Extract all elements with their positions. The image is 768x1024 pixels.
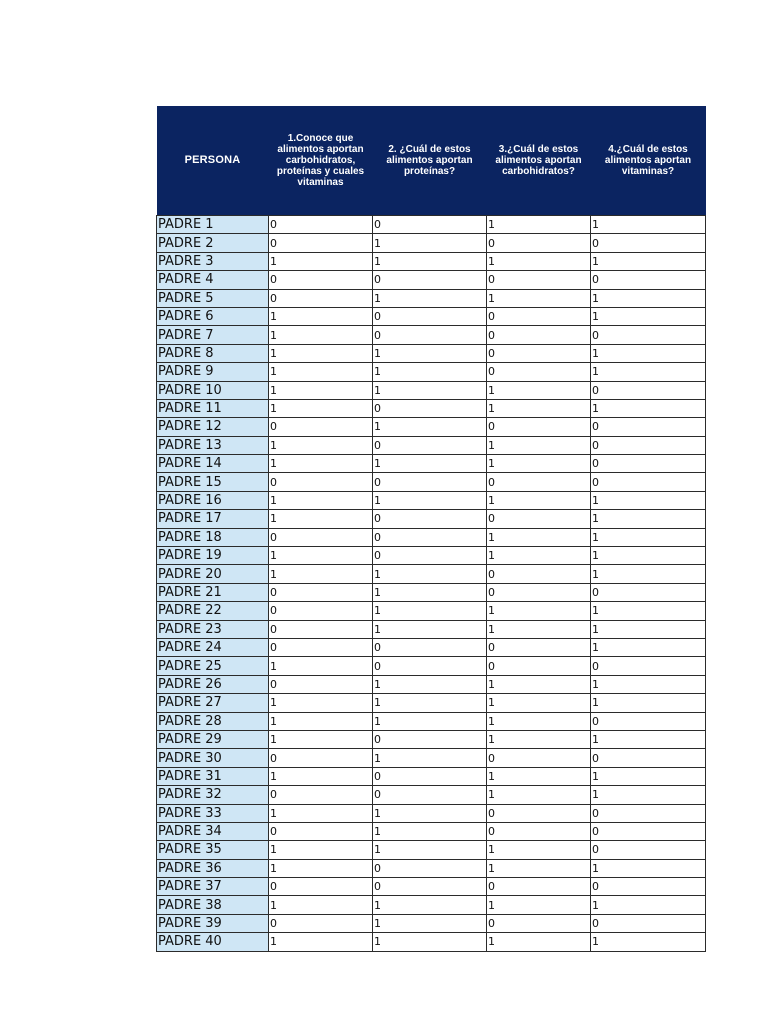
header-persona: PERSONA (157, 106, 269, 216)
table-row (157, 234, 706, 252)
table-row (157, 749, 706, 767)
row-label-cell[interactable]: PADRE 39 (157, 914, 269, 932)
table-row (157, 363, 706, 381)
answer-cell-q2[interactable]: 1 (373, 234, 487, 252)
row-label-cell[interactable]: PADRE 23 (157, 620, 269, 638)
answer-cell-q1[interactable]: 0 (269, 216, 373, 234)
answer-cell-q4[interactable]: 1 (591, 510, 706, 528)
answer-cell-q3[interactable]: 0 (487, 565, 591, 583)
answer-cell-q1[interactable]: 0 (269, 749, 373, 767)
row-label-cell[interactable]: PADRE 29 (157, 730, 269, 748)
answer-cell-q3[interactable]: 1 (487, 694, 591, 712)
table-row (157, 933, 706, 951)
answer-cell-q1[interactable]: 0 (269, 528, 373, 546)
row-label-cell[interactable]: PADRE 12 (157, 418, 269, 436)
table-row (157, 712, 706, 730)
header-question-1: 1.Conoce que alimentos aportan carbohidratos, proteínas y cuales vitaminas (269, 106, 373, 216)
answer-cell-q3[interactable]: 0 (487, 804, 591, 822)
answer-cell-q1[interactable]: 0 (269, 473, 373, 491)
answer-cell-q1[interactable]: 1 (269, 694, 373, 712)
table-row (157, 455, 706, 473)
answer-cell-q4[interactable]: 0 (591, 473, 706, 491)
answer-cell-q2[interactable]: 0 (373, 786, 487, 804)
answer-cell-q4[interactable]: 0 (591, 418, 706, 436)
row-label-cell[interactable]: PADRE 32 (157, 786, 269, 804)
answer-cell-q3[interactable]: 1 (487, 216, 591, 234)
answer-cell-q4[interactable]: 0 (591, 436, 706, 454)
answer-cell-q1[interactable]: 1 (269, 510, 373, 528)
table-row (157, 381, 706, 399)
row-label-cell[interactable]: PADRE 13 (157, 436, 269, 454)
answer-cell-q4[interactable]: 0 (591, 234, 706, 252)
table-row (157, 326, 706, 344)
answer-cell-q3[interactable]: 1 (487, 712, 591, 730)
answer-cell-q4[interactable]: 1 (591, 399, 706, 417)
table-row (157, 804, 706, 822)
answer-cell-q1[interactable]: 1 (269, 841, 373, 859)
table-row (157, 878, 706, 896)
answer-cell-q3[interactable]: 1 (487, 381, 591, 399)
answer-cell-q1[interactable]: 0 (269, 289, 373, 307)
answer-cell-q1[interactable]: 1 (269, 381, 373, 399)
answer-cell-q3[interactable]: 1 (487, 675, 591, 693)
row-label-cell[interactable]: PADRE 37 (157, 878, 269, 896)
answer-cell-q1[interactable]: 1 (269, 565, 373, 583)
answer-cell-q3[interactable]: 0 (487, 234, 591, 252)
answer-cell-q2[interactable]: 1 (373, 289, 487, 307)
answer-cell-q2[interactable]: 0 (373, 657, 487, 675)
answer-cell-q4[interactable]: 0 (591, 583, 706, 601)
row-label-cell[interactable]: PADRE 4 (157, 271, 269, 289)
answer-cell-q3[interactable]: 0 (487, 326, 591, 344)
answer-cell-q3[interactable]: 1 (487, 602, 591, 620)
answer-cell-q2[interactable]: 1 (373, 252, 487, 270)
answer-cell-q1[interactable]: 1 (269, 307, 373, 325)
table-row (157, 694, 706, 712)
answer-cell-q1[interactable]: 1 (269, 455, 373, 473)
row-label-cell[interactable]: PADRE 38 (157, 896, 269, 914)
answer-cell-q1[interactable]: 0 (269, 822, 373, 840)
table-row (157, 307, 706, 325)
answer-cell-q3[interactable]: 0 (487, 307, 591, 325)
table-row (157, 675, 706, 693)
answer-cell-q1[interactable]: 0 (269, 583, 373, 601)
table-row (157, 271, 706, 289)
answer-cell-q3[interactable]: 0 (487, 914, 591, 932)
answer-cell-q3[interactable]: 1 (487, 786, 591, 804)
answer-cell-q2[interactable]: 1 (373, 418, 487, 436)
answer-cell-q4[interactable]: 1 (591, 767, 706, 785)
answer-cell-q3[interactable]: 1 (487, 491, 591, 509)
answer-cell-q4[interactable]: 0 (591, 749, 706, 767)
answer-cell-q3[interactable]: 0 (487, 878, 591, 896)
table-row (157, 730, 706, 748)
row-label-cell[interactable]: PADRE 33 (157, 804, 269, 822)
answer-cell-q2[interactable]: 1 (373, 841, 487, 859)
row-label-cell[interactable]: PADRE 19 (157, 547, 269, 565)
row-label-cell[interactable]: PADRE 16 (157, 491, 269, 509)
answer-cell-q3[interactable]: 1 (487, 620, 591, 638)
answer-cell-q2[interactable]: 0 (373, 528, 487, 546)
answer-cell-q2[interactable]: 0 (373, 878, 487, 896)
row-label-cell[interactable]: PADRE 3 (157, 252, 269, 270)
answer-cell-q4[interactable]: 0 (591, 804, 706, 822)
answer-cell-q3[interactable]: 1 (487, 730, 591, 748)
answer-cell-q4[interactable]: 0 (591, 822, 706, 840)
answer-cell-q1[interactable]: 0 (269, 675, 373, 693)
answer-cell-q2[interactable]: 0 (373, 859, 487, 877)
answer-cell-q2[interactable]: 0 (373, 216, 487, 234)
table-row (157, 418, 706, 436)
table-row (157, 344, 706, 362)
answer-cell-q2[interactable]: 1 (373, 344, 487, 362)
answer-cell-q1[interactable]: 0 (269, 234, 373, 252)
answer-cell-q1[interactable]: 1 (269, 436, 373, 454)
answer-cell-q4[interactable]: 1 (591, 694, 706, 712)
row-label-cell[interactable]: PADRE 36 (157, 859, 269, 877)
table-row (157, 638, 706, 656)
answer-cell-q2[interactable]: 1 (373, 914, 487, 932)
survey-sheet (156, 106, 705, 952)
row-label-cell[interactable]: PADRE 40 (157, 933, 269, 951)
answer-cell-q2[interactable]: 1 (373, 620, 487, 638)
row-label-cell[interactable]: PADRE 21 (157, 583, 269, 601)
answer-cell-q4[interactable]: 1 (591, 620, 706, 638)
answer-cell-q1[interactable]: 1 (269, 730, 373, 748)
answer-cell-q1[interactable]: 0 (269, 786, 373, 804)
row-label-cell[interactable]: PADRE 1 (157, 216, 269, 234)
answer-cell-q4[interactable]: 1 (591, 786, 706, 804)
header-question-4: 4.¿Cuál de estos alimentos aportan vitaminas? (591, 106, 706, 216)
answer-cell-q1[interactable]: 0 (269, 638, 373, 656)
table-row (157, 822, 706, 840)
table-row (157, 491, 706, 509)
answer-cell-q4[interactable]: 0 (591, 455, 706, 473)
answer-cell-q4[interactable]: 0 (591, 271, 706, 289)
table-row (157, 436, 706, 454)
table-row (157, 252, 706, 270)
answer-cell-q3[interactable]: 0 (487, 344, 591, 362)
answer-cell-q2[interactable]: 0 (373, 326, 487, 344)
table-row (157, 896, 706, 914)
answer-cell-q1[interactable]: 1 (269, 933, 373, 951)
answer-cell-q2[interactable]: 1 (373, 822, 487, 840)
answer-cell-q2[interactable]: 0 (373, 767, 487, 785)
row-label-cell[interactable]: PADRE 25 (157, 657, 269, 675)
answer-cell-q2[interactable]: 0 (373, 510, 487, 528)
answer-cell-q1[interactable]: 1 (269, 896, 373, 914)
answer-cell-q2[interactable]: 1 (373, 455, 487, 473)
answer-cell-q4[interactable]: 1 (591, 252, 706, 270)
answer-cell-q2[interactable]: 1 (373, 583, 487, 601)
answer-cell-q4[interactable]: 1 (591, 896, 706, 914)
answer-cell-q4[interactable]: 0 (591, 878, 706, 896)
row-label-cell[interactable]: PADRE 10 (157, 381, 269, 399)
table-row (157, 914, 706, 932)
answer-cell-q2[interactable]: 1 (373, 363, 487, 381)
table-body (157, 216, 706, 952)
table-row (157, 547, 706, 565)
answer-cell-q1[interactable]: 1 (269, 363, 373, 381)
answer-cell-q4[interactable]: 1 (591, 289, 706, 307)
answer-cell-q3[interactable]: 1 (487, 859, 591, 877)
answer-cell-q3[interactable]: 1 (487, 767, 591, 785)
row-label-cell[interactable]: PADRE 26 (157, 675, 269, 693)
answer-cell-q2[interactable]: 0 (373, 730, 487, 748)
answer-cell-q1[interactable]: 0 (269, 418, 373, 436)
answer-cell-q2[interactable]: 1 (373, 749, 487, 767)
answer-cell-q3[interactable]: 1 (487, 896, 591, 914)
answer-cell-q1[interactable]: 1 (269, 344, 373, 362)
answer-cell-q3[interactable]: 0 (487, 510, 591, 528)
table-row (157, 510, 706, 528)
row-label-cell[interactable]: PADRE 35 (157, 841, 269, 859)
answer-cell-q4[interactable]: 1 (591, 216, 706, 234)
answer-cell-q3[interactable]: 0 (487, 271, 591, 289)
answer-cell-q4[interactable]: 1 (591, 528, 706, 546)
answer-cell-q3[interactable]: 1 (487, 528, 591, 546)
answer-cell-q3[interactable]: 0 (487, 583, 591, 601)
row-label-cell[interactable]: PADRE 31 (157, 767, 269, 785)
answer-cell-q4[interactable]: 1 (591, 491, 706, 509)
answer-cell-q3[interactable]: 0 (487, 473, 591, 491)
answer-cell-q1[interactable]: 0 (269, 271, 373, 289)
table-row (157, 583, 706, 601)
answer-cell-q4[interactable]: 1 (591, 859, 706, 877)
answer-cell-q2[interactable]: 1 (373, 933, 487, 951)
row-label-cell[interactable]: PADRE 11 (157, 399, 269, 417)
answer-cell-q4[interactable]: 1 (591, 638, 706, 656)
answer-cell-q4[interactable]: 0 (591, 326, 706, 344)
answer-cell-q2[interactable]: 1 (373, 675, 487, 693)
answer-cell-q3[interactable]: 1 (487, 252, 591, 270)
answer-cell-q3[interactable]: 1 (487, 547, 591, 565)
header-row (157, 106, 706, 216)
answer-cell-q1[interactable]: 1 (269, 804, 373, 822)
answer-cell-q2[interactable]: 0 (373, 638, 487, 656)
answer-cell-q4[interactable]: 0 (591, 914, 706, 932)
answer-cell-q1[interactable]: 0 (269, 620, 373, 638)
answer-cell-q2[interactable]: 0 (373, 473, 487, 491)
answer-cell-q4[interactable]: 1 (591, 933, 706, 951)
row-label-cell[interactable]: PADRE 17 (157, 510, 269, 528)
answer-cell-q1[interactable]: 1 (269, 252, 373, 270)
header-question-2: 2. ¿Cuál de estos alimentos aportan proteínas? (373, 106, 487, 216)
answer-cell-q4[interactable]: 1 (591, 565, 706, 583)
answer-cell-q1[interactable]: 1 (269, 712, 373, 730)
row-label-cell[interactable]: PADRE 34 (157, 822, 269, 840)
answer-cell-q2[interactable]: 0 (373, 271, 487, 289)
answer-cell-q1[interactable]: 1 (269, 767, 373, 785)
row-label-cell[interactable]: PADRE 28 (157, 712, 269, 730)
answer-cell-q2[interactable]: 1 (373, 712, 487, 730)
answer-cell-q1[interactable]: 1 (269, 657, 373, 675)
answer-cell-q4[interactable]: 1 (591, 547, 706, 565)
answer-cell-q1[interactable]: 1 (269, 326, 373, 344)
answer-cell-q3[interactable]: 1 (487, 841, 591, 859)
table-row (157, 565, 706, 583)
answer-cell-q2[interactable]: 1 (373, 565, 487, 583)
answer-cell-q2[interactable]: 1 (373, 602, 487, 620)
row-label-cell[interactable]: PADRE 27 (157, 694, 269, 712)
row-label-cell[interactable]: PADRE 6 (157, 307, 269, 325)
row-label-cell[interactable]: PADRE 15 (157, 473, 269, 491)
table-row (157, 602, 706, 620)
answer-cell-q1[interactable]: 0 (269, 914, 373, 932)
answer-cell-q1[interactable]: 1 (269, 399, 373, 417)
answer-cell-q4[interactable]: 1 (591, 307, 706, 325)
answer-cell-q3[interactable]: 1 (487, 399, 591, 417)
header-question-3: 3.¿Cuál de estos alimentos aportan carbohidratos? (487, 106, 591, 216)
answer-cell-q4[interactable]: 0 (591, 841, 706, 859)
answer-cell-q2[interactable]: 1 (373, 491, 487, 509)
answer-cell-q2[interactable]: 1 (373, 694, 487, 712)
answer-cell-q2[interactable]: 1 (373, 381, 487, 399)
table-row (157, 859, 706, 877)
answer-cell-q3[interactable]: 0 (487, 363, 591, 381)
row-label-cell[interactable]: PADRE 9 (157, 363, 269, 381)
answer-cell-q2[interactable]: 1 (373, 896, 487, 914)
row-label-cell[interactable]: PADRE 30 (157, 749, 269, 767)
answer-cell-q3[interactable]: 0 (487, 638, 591, 656)
answer-cell-q2[interactable]: 1 (373, 804, 487, 822)
answer-cell-q2[interactable]: 0 (373, 436, 487, 454)
answer-cell-q3[interactable]: 0 (487, 657, 591, 675)
answer-cell-q4[interactable]: 1 (591, 730, 706, 748)
row-label-cell[interactable]: PADRE 20 (157, 565, 269, 583)
answer-cell-q1[interactable]: 1 (269, 859, 373, 877)
answer-cell-q3[interactable]: 1 (487, 933, 591, 951)
answer-cell-q3[interactable]: 1 (487, 289, 591, 307)
table-row (157, 399, 706, 417)
row-label-cell[interactable]: PADRE 5 (157, 289, 269, 307)
answer-cell-q3[interactable]: 1 (487, 436, 591, 454)
answer-cell-q4[interactable]: 0 (591, 712, 706, 730)
table-row (157, 620, 706, 638)
table-row (157, 528, 706, 546)
answer-cell-q1[interactable]: 0 (269, 878, 373, 896)
table-row (157, 216, 706, 234)
answer-cell-q4[interactable]: 1 (591, 363, 706, 381)
answer-cell-q3[interactable]: 0 (487, 749, 591, 767)
row-label-cell[interactable]: PADRE 8 (157, 344, 269, 362)
table-row (157, 657, 706, 675)
table-row (157, 786, 706, 804)
answer-cell-q2[interactable]: 0 (373, 547, 487, 565)
row-label-cell[interactable]: PADRE 2 (157, 234, 269, 252)
survey-table (156, 106, 706, 952)
answer-cell-q1[interactable]: 0 (269, 602, 373, 620)
answer-cell-q1[interactable]: 1 (269, 491, 373, 509)
answer-cell-q3[interactable]: 0 (487, 418, 591, 436)
row-label-cell[interactable]: PADRE 24 (157, 638, 269, 656)
answer-cell-q2[interactable]: 0 (373, 399, 487, 417)
row-label-cell[interactable]: PADRE 7 (157, 326, 269, 344)
table-row (157, 767, 706, 785)
row-label-cell[interactable]: PADRE 22 (157, 602, 269, 620)
row-label-cell[interactable]: PADRE 14 (157, 455, 269, 473)
row-label-cell[interactable]: PADRE 18 (157, 528, 269, 546)
answer-cell-q4[interactable]: 1 (591, 675, 706, 693)
answer-cell-q3[interactable]: 1 (487, 455, 591, 473)
answer-cell-q4[interactable]: 0 (591, 657, 706, 675)
table-row (157, 473, 706, 491)
answer-cell-q2[interactable]: 0 (373, 307, 487, 325)
answer-cell-q4[interactable]: 0 (591, 381, 706, 399)
answer-cell-q4[interactable]: 1 (591, 602, 706, 620)
answer-cell-q1[interactable]: 1 (269, 547, 373, 565)
table-row (157, 841, 706, 859)
answer-cell-q4[interactable]: 1 (591, 344, 706, 362)
table-row (157, 289, 706, 307)
table-header (157, 106, 706, 216)
answer-cell-q3[interactable]: 0 (487, 822, 591, 840)
